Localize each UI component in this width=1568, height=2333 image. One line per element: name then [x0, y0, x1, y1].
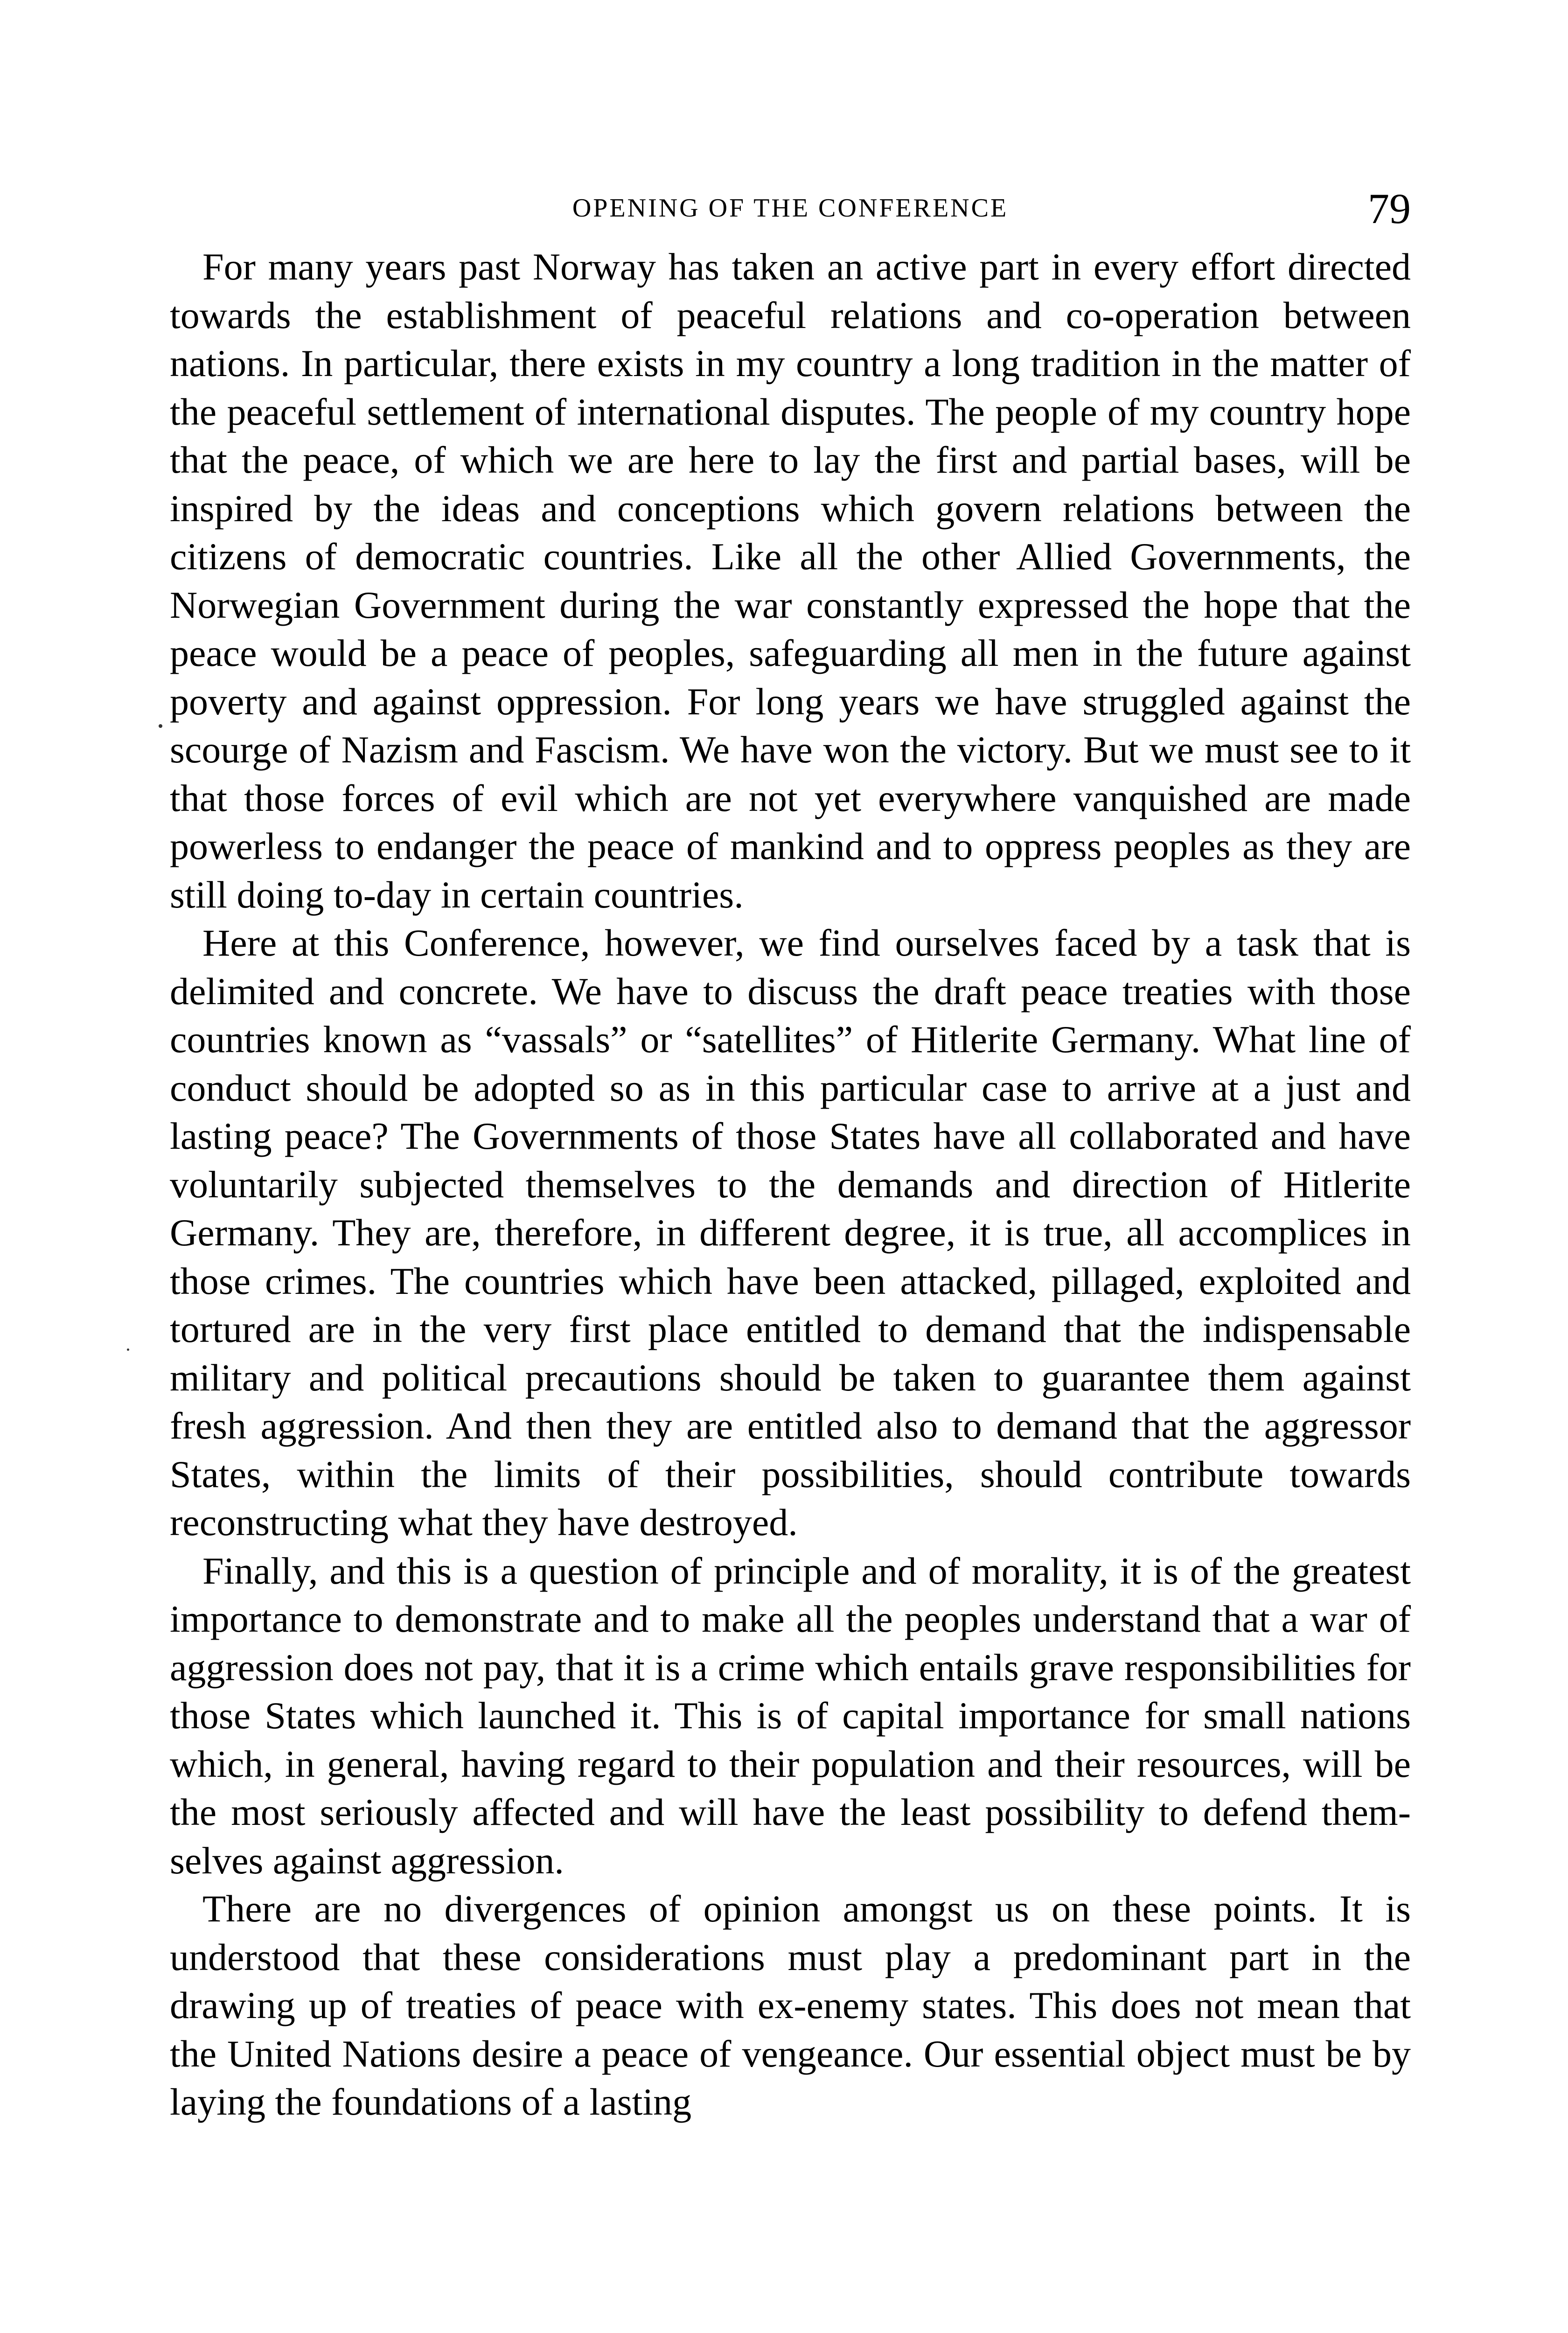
- margin-speck: [159, 724, 162, 728]
- paragraph-no-divergences: There are no divergences of opinion amongst us on these points. It is understood that these considerations must play a predominant part in the drawing up of treaties of peace with ex-enemy states. This does not mean that the United Nations desire a peace of vengeance. Our essential object must be by laying the foundations of a lasting: [170, 1887, 1411, 2123]
- paragraph-principle-morality: Finally, and this is a question of principle and of morality, it is of the greatest importance to demonstrate and to make all the peoples understand that a war of aggression does not pay, that it is a crime which entails grave responsibilities for those States which launched it. This is of capital importance for small nations which, in general, having regard to their population and their resources, will be the most seriously affected and will have the least possibility to defend themselves against aggression.: [170, 1549, 1411, 1882]
- running-title: OPENING OF THE CONFERENCE: [572, 194, 1009, 223]
- paragraph-conference-task: Here at this Conference, however, we find ourselves faced by a task that is delimited and concrete. We have to discuss the draft peace treaties with those countries known as “vassals” or “satellites” of Hitlerite Germany. What line of conduct should be adopted so as in this particular case to arrive at a just and lasting peace? The Governments of those States have all collaborated and have voluntarily subjected themselves to the demands and direction of Hitlerite Germany. They are, therefore, in different degree, it is true, all accomplices in those crimes. The countries which have been attacked, pillaged, exploited and tortured are in the very first place entitled to demand that the indispensable military and political precautions should be taken to guarantee them against fresh aggression. And then they are entitled also to demand that the aggressor States, within the limits of their possibilities, should contribute towards reconstructing what they have destroyed.: [170, 922, 1411, 1544]
- body-text: [170, 243, 1411, 2126]
- running-head: [170, 187, 1411, 243]
- paragraph-norway-peaceful-relations: For many years past Norway has taken an active part in every effort directed towards the establishment of peaceful relations and co-operation between nations. In particular, there exists in my country a long tradition in the matter of the peaceful settlement of international disputes. The people of my country hope that the peace, of which we are here to lay the first and partial bases, will be inspired by the ideas and conceptions which govern relations between the citizens of democratic countries. Like all the other Allied Governments, the Norwegian Government during the war constantly expressed the hope that the peace would be a peace of peoples, safeguarding all men in the future against poverty and against oppression. For long years we have struggled against the scourge of Nazism and Fascism. We have won the victory. But we must see to it that those forces of evil which are not yet everywhere vanquished are made powerless to endanger the peace of mankind and to oppress peoples as they are still doing to-day in certain countries.: [170, 245, 1411, 916]
- book-page: [170, 187, 1411, 2126]
- margin-speck: [127, 1348, 129, 1351]
- page-number: 79: [1368, 185, 1411, 232]
